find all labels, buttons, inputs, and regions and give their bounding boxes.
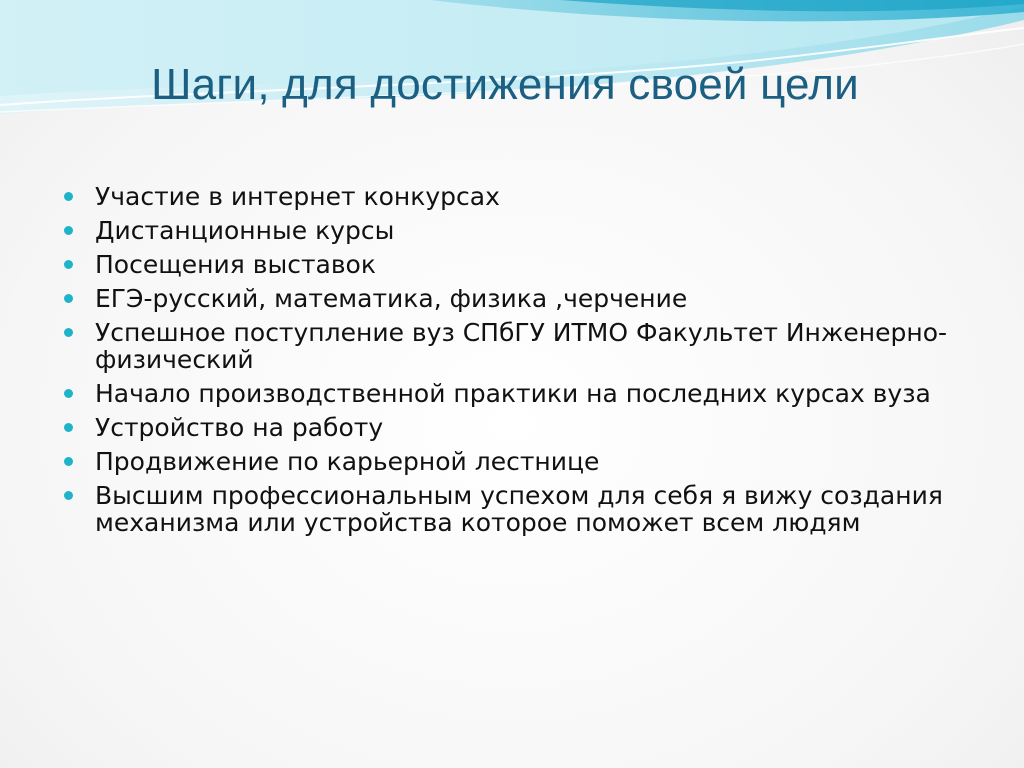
list-item <box>62 183 982 210</box>
bullet-dot-icon <box>64 260 73 269</box>
list-item-text: Высшим профессиональным успехом для себя я вижу создания механизма или устройства которое поможет всем людям <box>95 481 943 537</box>
list-item <box>62 448 982 475</box>
bullet-list <box>62 183 982 543</box>
bullet-dot-icon <box>64 294 73 303</box>
slide-title: Шаги, для достижения своей цели <box>151 60 859 109</box>
list-item-text: Участие в интернет конкурсах <box>95 182 500 211</box>
bullet-dot-icon <box>64 192 73 201</box>
list-item <box>62 414 982 441</box>
bullet-dot-icon <box>64 423 73 432</box>
list-item-text: Продвижение по карьерной лестнице <box>95 447 600 476</box>
bullet-dot-icon <box>64 328 73 337</box>
list-item-text: Дистанционные курсы <box>95 216 395 245</box>
list-item-text: Посещения выставок <box>95 250 376 279</box>
bullet-dot-icon <box>64 457 73 466</box>
list-item-text: Устройство на работу <box>95 413 384 442</box>
list-item <box>62 482 982 536</box>
list-item <box>62 319 982 373</box>
list-item <box>62 217 982 244</box>
list-item <box>62 380 982 407</box>
bullet-dot-icon <box>64 491 73 500</box>
bullet-dot-icon <box>64 389 73 398</box>
list-item-text: Начало производственной практики на последних курсах вуза <box>95 379 931 408</box>
list-item <box>62 251 982 278</box>
list-item-text: Успешное поступление вуз СПбГУ ИТМО Факультет Инженерно-физический <box>95 318 948 374</box>
list-item-text: ЕГЭ-русский, математика, физика ,черчение <box>95 284 688 313</box>
bullet-dot-icon <box>64 226 73 235</box>
list-item <box>62 285 982 312</box>
